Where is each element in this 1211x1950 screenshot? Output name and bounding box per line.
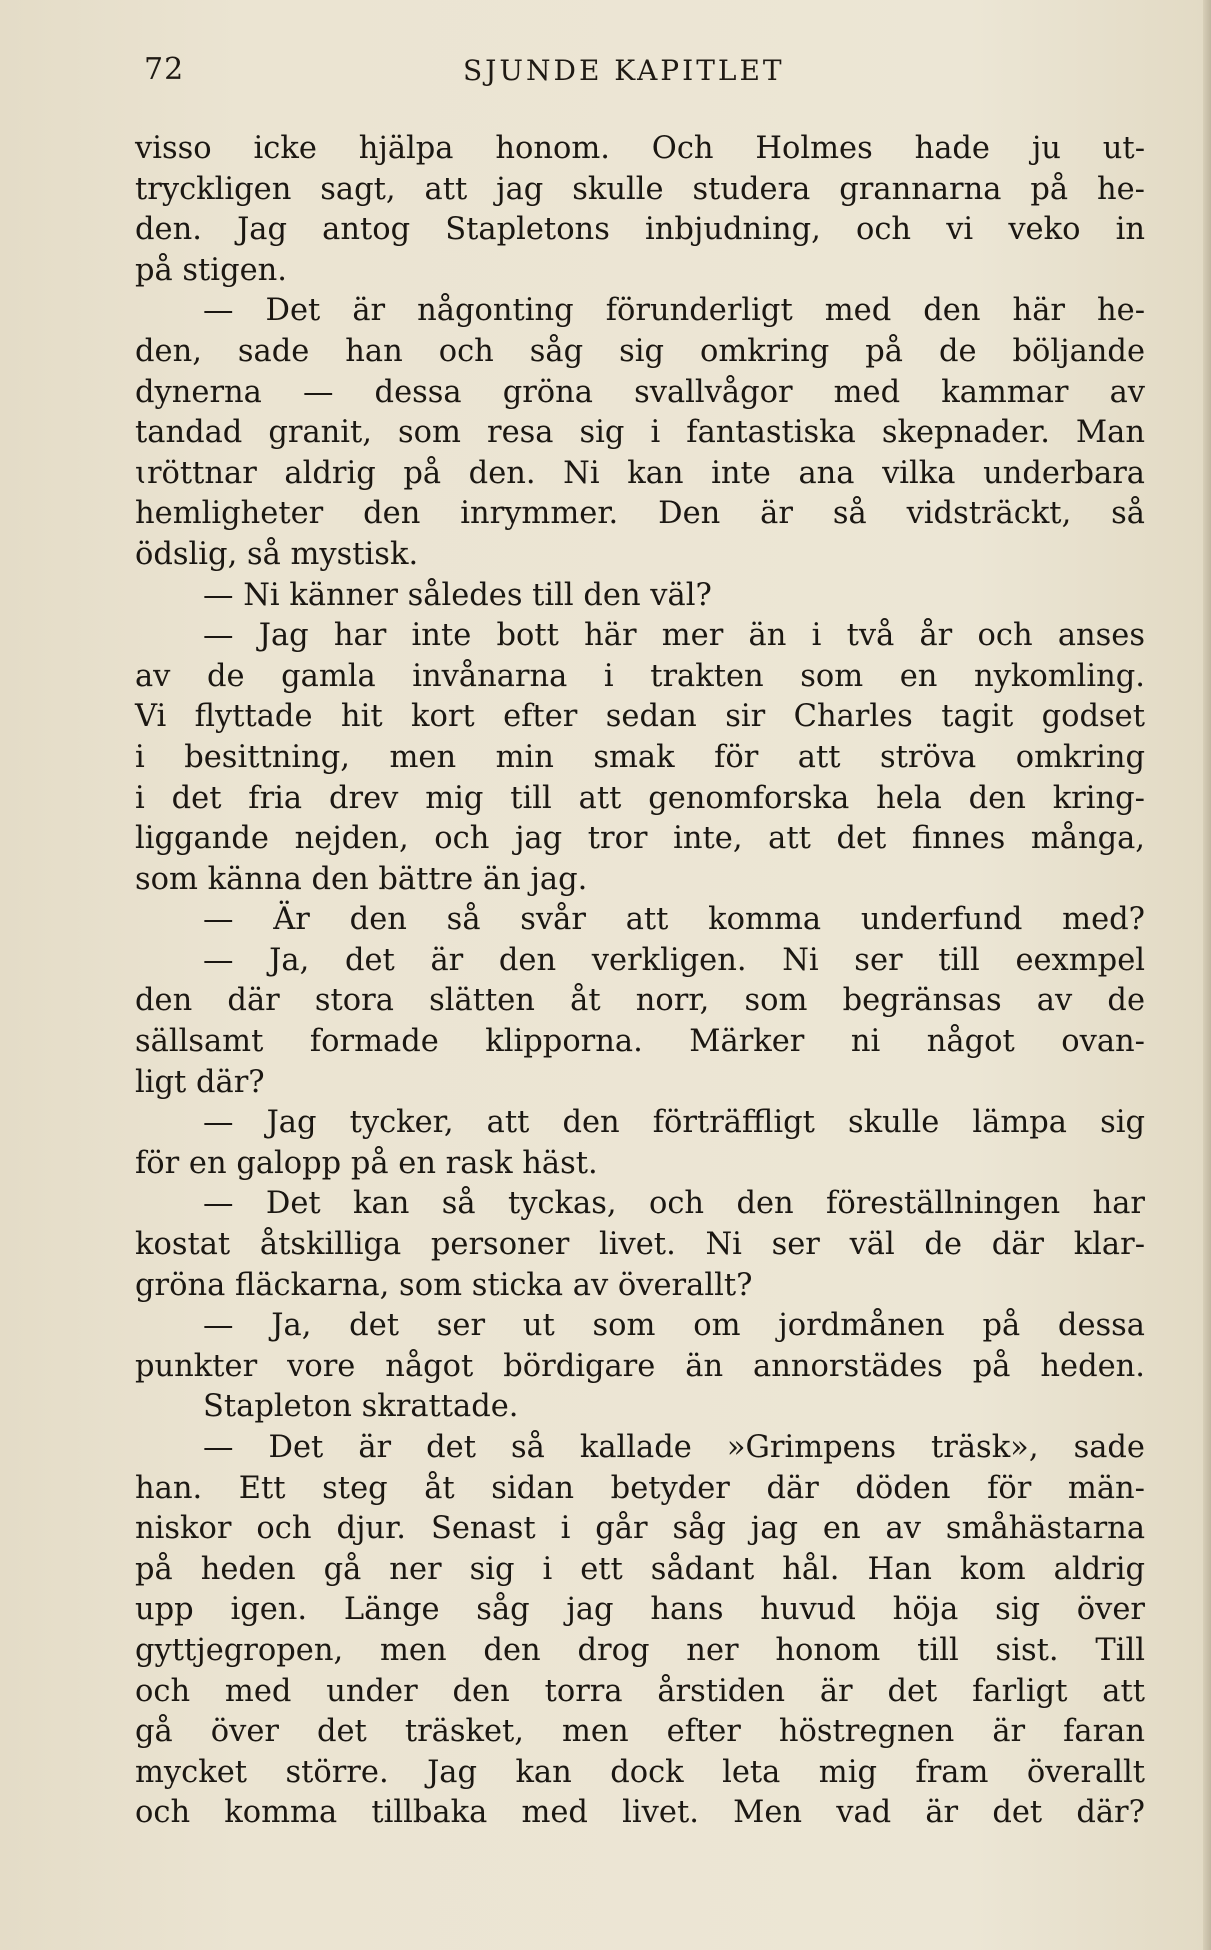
text-line: — Jag tycker, att den förträffligt skulle lämpa sig <box>203 1105 1145 1141</box>
text-line: niskor och djur. Senast i går såg jag en av småhästarna <box>135 1511 1145 1547</box>
text-line: som känna den bättre än jag. <box>135 861 588 897</box>
text-line: och med under den torra årstiden är det farligt att <box>135 1673 1145 1709</box>
text-line: Vi flyttade hit kort efter sedan sir Charles tagit godset <box>135 699 1145 735</box>
text-line: tryckligen sagt, att jag skulle studera grannarna på he- <box>135 171 1145 207</box>
text-line: i det fria drev mig till att genomforska hela den kring- <box>135 780 1145 816</box>
text-line: — Är den så svår att komma underfund med? <box>203 902 1145 938</box>
text-line: han. Ett steg åt sidan betyder där döden för män- <box>135 1470 1145 1506</box>
text-line: upp igen. Länge såg jag hans huvud höja sig över <box>135 1592 1145 1628</box>
text-line: den där stora slätten åt norr, som begränsas av de <box>135 983 1145 1019</box>
text-line: sällsamt formade klipporna. Märker ni något ovan- <box>135 1024 1145 1060</box>
text-line: — Det kan så tyckas, och den föreställningen har <box>203 1186 1145 1222</box>
text-line: — Ni känner således till den väl? <box>203 577 712 613</box>
text-line: — Ja, det ser ut som om jordmånen på dessa <box>203 1308 1145 1344</box>
text-line: på stigen. <box>135 252 287 288</box>
text-line: och komma tillbaka med livet. Men vad är det där? <box>135 1795 1145 1831</box>
text-line: — Jag har inte bott här mer än i två år och anses <box>203 618 1145 654</box>
text-line: — Det är någonting förunderligt med den här he- <box>203 293 1145 329</box>
text-line: Stapleton skrattade. <box>203 1389 519 1425</box>
text-line: ɩröttnar aldrig på den. Ni kan inte ana vilka underbara <box>135 455 1145 491</box>
body-text <box>135 129 1145 1834</box>
text-line: den. Jag antog Stapletons inbjudning, och vi veko in <box>135 212 1145 248</box>
text-line: av de gamla invånarna i trakten som en nykomling. <box>135 658 1145 694</box>
chapter-title: SJUNDE KAPITLET <box>463 54 785 87</box>
text-line: kostat åtskilliga personer livet. Ni ser väl de där klar- <box>135 1227 1145 1263</box>
page-edge <box>1203 0 1211 1950</box>
text-line: hemligheter den inrymmer. Den är så vidsträckt, så <box>135 496 1145 532</box>
text-line: — Det är det så kallade »Grimpens träsk», sade <box>203 1430 1145 1465</box>
text-line: punkter vore något bördigare än annorstädes på heden. <box>135 1348 1145 1384</box>
text-line: för en galopp på en rask häst. <box>135 1145 598 1181</box>
running-header <box>138 52 1148 96</box>
text-line: den, sade han och såg sig omkring på de böljande <box>135 333 1145 369</box>
text-line: gå över det träsket, men efter höstregnen är faran <box>135 1714 1145 1750</box>
text-line: ligt där? <box>135 1064 265 1100</box>
text-line: liggande nejden, och jag tror inte, att det finnes många, <box>135 821 1145 857</box>
text-line: gyttjegropen, men den drog ner honom till sist. Till <box>135 1632 1145 1668</box>
text-line: — Ja, det är den verkligen. Ni ser till eexmpel <box>203 942 1145 978</box>
text-line: på heden gå ner sig i ett sådant hål. Han kom aldrig <box>135 1551 1145 1587</box>
text-line: gröna fläckarna, som sticka av överallt? <box>135 1267 753 1303</box>
text-line: visso icke hjälpa honom. Och Holmes hade ju ut- <box>135 131 1145 166</box>
page-number: 72 <box>144 52 185 87</box>
text-line: i besittning, men min smak för att ströva omkring <box>135 739 1145 775</box>
text-line: ödslig, så mystisk. <box>135 536 419 572</box>
text-line: tandad granit, som resa sig i fantastiska skepnader. Man <box>135 415 1145 451</box>
text-line: mycket större. Jag kan dock leta mig fram överallt <box>135 1754 1145 1790</box>
text-line: dynerna — dessa gröna svallvågor med kammar av <box>135 374 1145 410</box>
